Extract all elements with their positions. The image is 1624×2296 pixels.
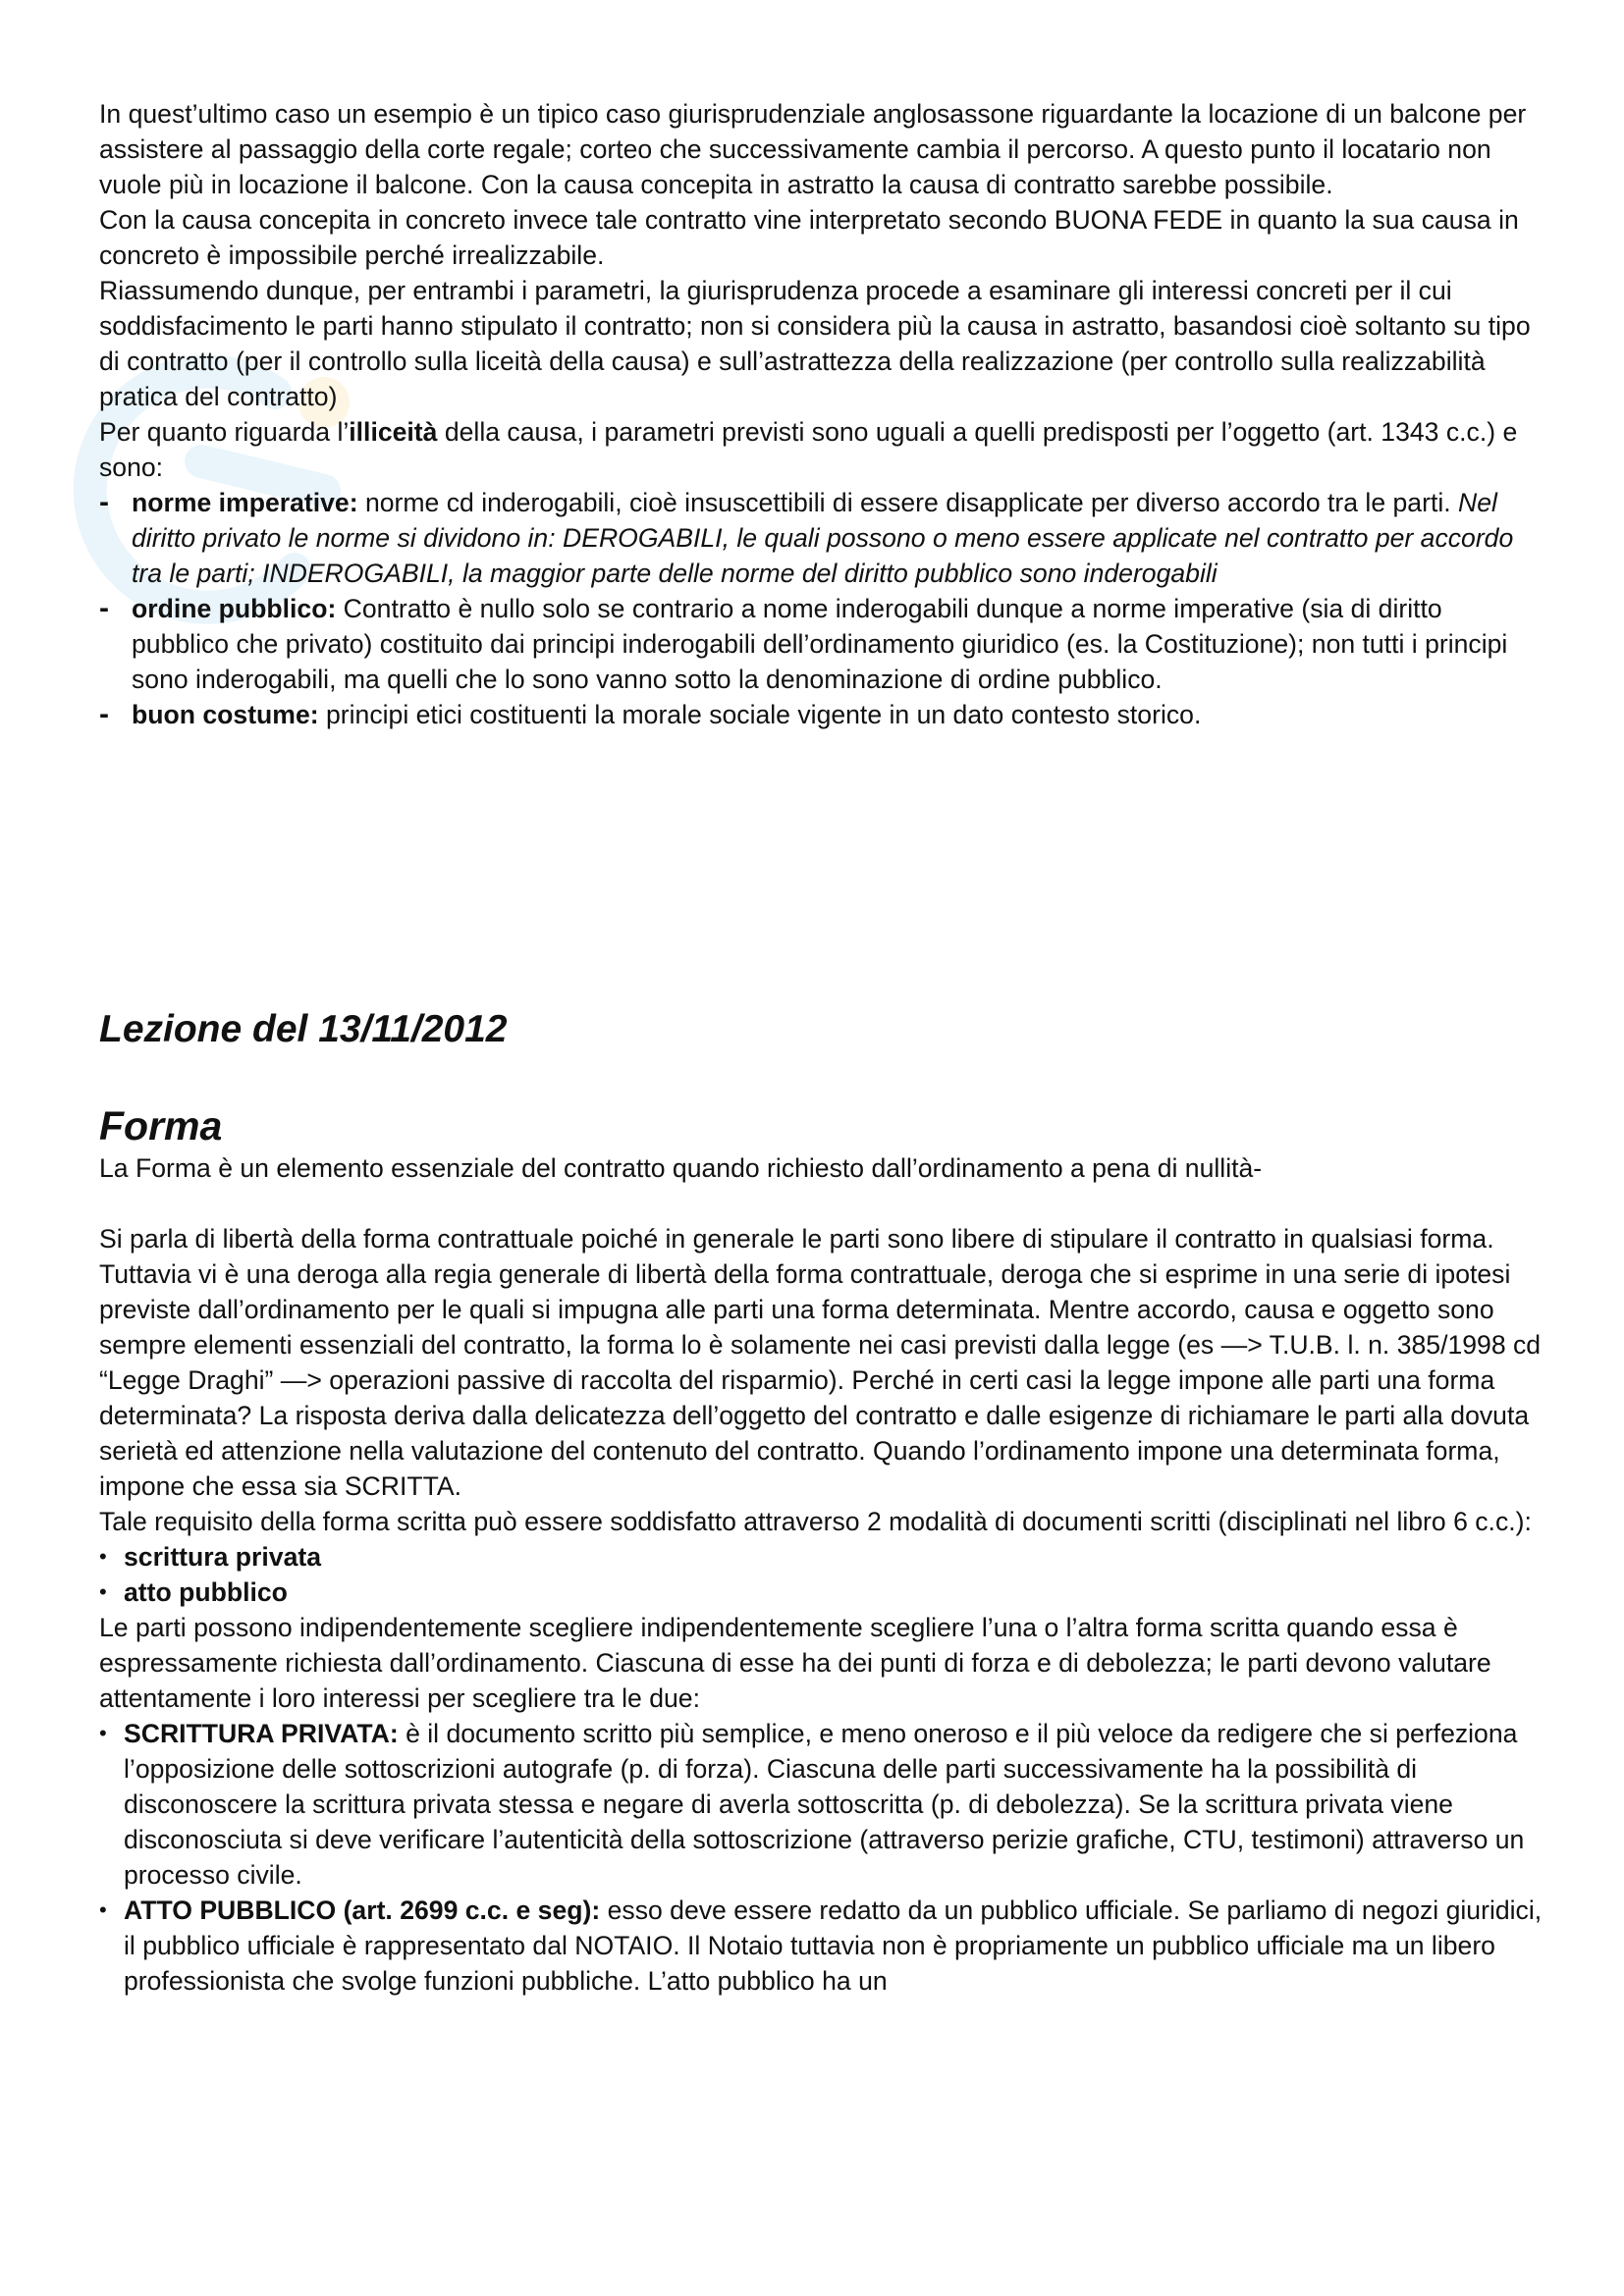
paragraph-requisito-forma: Tale requisito della forma scritta può essere soddisfatto attraverso 2 modalità di documenti scritti (disciplinati nel libro 6 c.c.): [99,1507,1532,1536]
section-heading-forma: Forma [99,1103,223,1148]
document-page [99,96,1543,1999]
list-item-ordine-pubblico: - ordine pubblico: Contratto è nullo solo se contrario a nome inderogabili dunque a norme imperative (sia di diritto pubblico che privato) costituito dai principi inderogabili dell’ordinamento giuridico (es. la Costituzione); non tutti i principi sono inderogabili, ma quelli che lo sono vanno sotto la denominazione di ordine pubblico. [99,591,1543,697]
paragraph-forma-intro: La Forma è un elemento essenziale del contratto quando richiesto dall’ordinamento a pena di nullità- [99,1153,1263,1183]
paragraph-scelta-forma: Le parti possono indipendentemente scegliere indipendentemente scegliere l’una o l’altra forma scritta quando essa è espressamente richiesta dall’ordinamento. Ciascuna di esse ha dei punti di forza e di debolezza; le parti devono valutare attentamente i loro interessi per scegliere tra le due: [99,1613,1491,1713]
forms-details-list [99,1716,1543,1999]
list-item-atto-pubblico-detail: • ATTO PUBBLICO (art. 2699 c.c. e seg): esso deve essere redatto da un pubblico ufficiale. Se parliamo di negozi giuridici, il pubblico ufficiale è rappresentato dal NOTAIO. Il Notaio tuttavia non è propriamente un pubblico ufficiale ma un libero professionista che svolge funzioni pubbliche. L’atto pubblico ha un [99,1893,1543,1999]
paragraph-liberta-forma: Si parla di libertà della forma contrattuale poiché in generale le parti sono libere di stipulare il contratto in qualsiasi forma. Tuttavia vi è una deroga alla regia generale di libertà della forma contrattuale, deroga che si esprime in una serie di ipotesi previste dall’ordinamento per le quali si impugna alle parti una forma determinata. Mentre accordo, causa e oggetto sono sempre elementi essenziali del contratto, la forma lo è solamente nei casi previsti dalla legge (es —> T.U.B. l. n. 385/1998 cd “Legge Draghi” —> operazioni passive di raccolta del risparmio). Perché in certi casi la legge impone alle parti una forma determinata? La risposta deriva dalla delicatezza dell’oggetto del contratto e dalle esigenze di richiamare le parti alla dovuta serietà ed attenzione nella valutazione del contenuto del contratto. Quando l’ordinamento impone una determinata forma, impone che essa sia SCRITTA. [99,1224,1542,1501]
paragraph-causa-concreto: Con la causa concepita in concreto invece tale contratto vine interpretato secondo BUONA FEDE in quanto la sua causa in concreto è impossibile perché irrealizzabile. [99,205,1519,270]
list-item-buon-costume: - buon costume: principi etici costituenti la morale sociale vigente in un dato contesto storico. [99,697,1543,732]
list-item-atto-pubblico: • atto pubblico [99,1575,1543,1610]
illiceita-parameters-list [99,485,1543,732]
written-forms-list [99,1539,1543,1610]
paragraph-illiceita: Per quanto riguarda l’illiceità della causa, i parametri previsti sono uguali a quelli predisposti per l’oggetto (art. 1343 c.c.) e sono: [99,417,1518,482]
list-item-scrittura-privata: • scrittura privata [99,1539,1543,1575]
paragraph-locazione-balcone: In quest’ultimo caso un esempio è un tipico caso giurisprudenziale anglosassone riguardante la locazione di un balcone per assistere al passaggio della corte regale; corteo che successivamente cambia il percorso. A questo punto il locatario non vuole più in locazione il balcone. Con la causa concepita in astratto la causa di contratto sarebbe possibile. [99,99,1527,199]
list-item-scrittura-privata-detail: • SCRITTURA PRIVATA: è il documento scritto più semplice, e meno oneroso e il più veloce da redigere che si perfeziona l’opposizione delle sottoscrizioni autografe (p. di forza). Ciascuna delle parti successivamente ha la possibilità di disconoscere la scrittura privata stessa e negare di averla sottoscritta (p. di debolezza). Se la scrittura privata viene disconosciuta si deve verificare l’autenticità della sottoscrizione (attraverso perizie grafiche, CTU, testimoni) attraverso un processo civile. [99,1716,1543,1893]
list-item-norme-imperative: - norme imperative: norme cd inderogabili, cioè insuscettibili di essere disapplicate per diverso accordo tra le parti. Nel diritto privato le norme si dividono in: DEROGABILI, le quali possono o meno essere applicate nel contratto per accordo tra le parti; INDEROGABILI, la maggior parte delle norme del diritto pubblico sono inderogabili [99,485,1543,591]
lesson-heading: Lezione del 13/11/2012 [99,1008,508,1050]
paragraph-riassumendo: Riassumendo dunque, per entrambi i parametri, la giurisprudenza procede a esaminare gli interessi concreti per il cui soddisfacimento le parti hanno stipulato il contratto; non si considera più la causa in astratto, basandosi cioè soltanto su tipo di contratto (per il controllo sulla liceità della causa) e sull’astrattezza della realizzazione (per controllo sulla realizzabilità pratica del contratto) [99,276,1531,411]
